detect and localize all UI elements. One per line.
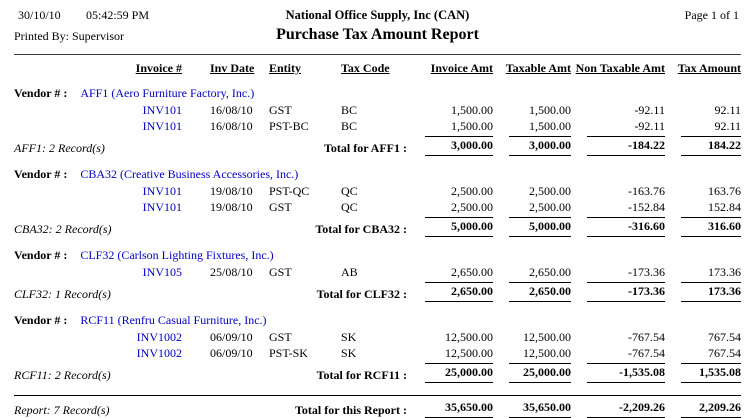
col-header-tax-amount: Tax Amount (677, 61, 741, 75)
tax-amount-cell: 173.36 (708, 265, 741, 279)
group-total-label: Total for CLF32 : (316, 287, 407, 301)
report-total-invoice-amt: 35,650.00 (425, 399, 493, 418)
group-total-non-taxable-amt: -1,535.08 (587, 363, 665, 383)
group-total-taxable-amt: 5,000.00 (509, 217, 571, 237)
invoice-row (14, 329, 741, 345)
entity-cell: GST (269, 200, 292, 214)
col-header-tax-code: Tax Code (341, 61, 390, 75)
invoice-row (14, 199, 741, 215)
non-taxable-amt-cell: -767.54 (628, 346, 665, 360)
group-total-row (14, 280, 741, 302)
group-total-invoice-amt: 3,000.00 (425, 136, 493, 156)
tax-amount-cell: 163.76 (708, 184, 741, 198)
group-total-row (14, 361, 741, 383)
vendor-link[interactable]: CBA32 (Creative Business Accessories, Inc.) (80, 167, 299, 181)
company-name: National Office Supply, Inc (CAN) (285, 8, 470, 22)
taxable-amt-cell: 2,500.00 (529, 200, 571, 214)
group-total-label: Total for AFF1 : (324, 141, 407, 155)
invoice-link[interactable]: INV1002 (136, 346, 182, 360)
report-total-taxable-amt: 35,650.00 (509, 399, 571, 418)
inv-date-cell: 25/08/10 (210, 265, 253, 279)
tax-amount-cell: 92.11 (714, 103, 741, 117)
group-total-non-taxable-amt: -184.22 (587, 136, 665, 156)
taxable-amt-cell: 1,500.00 (529, 103, 571, 117)
taxable-amt-cell: 12,500.00 (523, 346, 571, 360)
taxable-amt-cell: 1,500.00 (529, 119, 571, 133)
group-record-count: RCF11: 2 Record(s) (14, 368, 111, 382)
group-total-tax-amount: 184.22 (681, 136, 741, 156)
non-taxable-amt-cell: -92.11 (634, 119, 665, 133)
group-total-row (14, 215, 741, 237)
vendor-label: Vendor # : (14, 167, 68, 181)
group-total-non-taxable-amt: -316.60 (587, 217, 665, 237)
entity-cell: GST (269, 103, 292, 117)
inv-date-cell: 19/08/10 (210, 200, 253, 214)
vendor-row (14, 80, 741, 102)
inv-date-cell: 06/09/10 (210, 330, 253, 344)
invoice-row (14, 345, 741, 361)
tax-amount-cell: 767.54 (708, 330, 741, 344)
vendor-row (14, 307, 741, 329)
report-total-non-taxable-amt: -2,209.26 (587, 399, 665, 418)
invoice-amt-cell: 1,500.00 (451, 103, 493, 117)
col-header-non-taxable-amt: Non Taxable Amt (575, 61, 665, 75)
inv-date-cell: 06/09/10 (210, 346, 253, 360)
column-header-row (14, 61, 741, 80)
vendor-label: Vendor # : (14, 313, 68, 327)
invoice-link[interactable]: INV1002 (136, 330, 182, 344)
entity-cell: GST (269, 330, 292, 344)
header-divider (14, 54, 741, 55)
report-table (14, 61, 741, 418)
group-total-non-taxable-amt: -173.36 (587, 282, 665, 302)
col-header-invoice-amt: Invoice Amt (430, 61, 493, 75)
report-total-label: Total for this Report : (182, 395, 409, 418)
group-total-label: Total for RCF11 : (316, 368, 407, 382)
page-indicator: Page 1 of 1 (684, 8, 739, 22)
vendor-row (14, 242, 741, 264)
invoice-link[interactable]: INV101 (142, 200, 182, 214)
group-total-tax-amount: 316.60 (681, 217, 741, 237)
col-header-taxable-amt: Taxable Amt (505, 61, 571, 75)
invoice-amt-cell: 12,500.00 (445, 346, 493, 360)
group-total-label: Total for CBA32 : (315, 222, 407, 236)
non-taxable-amt-cell: -92.11 (634, 103, 665, 117)
col-header-entity: Entity (269, 61, 302, 75)
group-total-taxable-amt: 3,000.00 (509, 136, 571, 156)
entity-cell: GST (269, 265, 292, 279)
invoice-link[interactable]: INV101 (142, 184, 182, 198)
print-date: 30/10/10 (18, 8, 61, 22)
vendor-label: Vendor # : (14, 86, 68, 100)
taxable-amt-cell: 12,500.00 (523, 330, 571, 344)
tax-code-cell: AB (341, 265, 358, 279)
vendor-label: Vendor # : (14, 248, 68, 262)
tax-code-cell: SK (341, 346, 357, 360)
non-taxable-amt-cell: -152.84 (628, 200, 665, 214)
invoice-amt-cell: 12,500.00 (445, 330, 493, 344)
group-total-taxable-amt: 2,650.00 (509, 282, 571, 302)
group-total-tax-amount: 1,535.08 (681, 363, 741, 383)
inv-date-cell: 16/08/10 (210, 103, 253, 117)
taxable-amt-cell: 2,500.00 (529, 184, 571, 198)
tax-code-cell: BC (341, 103, 358, 117)
invoice-row (14, 183, 741, 199)
vendor-row (14, 161, 741, 183)
group-total-taxable-amt: 25,000.00 (509, 363, 571, 383)
col-header-inv-date: Inv Date (210, 61, 255, 75)
group-total-invoice-amt: 5,000.00 (425, 217, 493, 237)
invoice-amt-cell: 1,500.00 (451, 119, 493, 133)
report-header-line1 (14, 8, 741, 25)
tax-amount-cell: 92.11 (714, 119, 741, 133)
tax-code-cell: SK (341, 330, 357, 344)
group-total-invoice-amt: 2,650.00 (425, 282, 493, 302)
entity-cell: PST-BC (269, 119, 309, 133)
inv-date-cell: 19/08/10 (210, 184, 253, 198)
tax-code-cell: QC (341, 184, 358, 198)
invoice-link[interactable]: INV101 (142, 119, 182, 133)
invoice-amt-cell: 2,500.00 (451, 184, 493, 198)
inv-date-cell: 16/08/10 (210, 119, 253, 133)
tax-amount-cell: 767.54 (708, 346, 741, 360)
group-record-count: CBA32: 2 Record(s) (14, 222, 112, 236)
invoice-row (14, 264, 741, 280)
invoice-link[interactable]: INV101 (142, 103, 182, 117)
group-total-invoice-amt: 25,000.00 (425, 363, 493, 383)
group-total-row (14, 134, 741, 156)
invoice-amt-cell: 2,650.00 (451, 265, 493, 279)
printed-by: Printed By: Supervisor (14, 29, 124, 43)
invoice-row (14, 118, 741, 134)
taxable-amt-cell: 2,650.00 (529, 265, 571, 279)
print-time: 05:42:59 PM (86, 8, 150, 22)
non-taxable-amt-cell: -173.36 (628, 265, 665, 279)
group-record-count: AFF1: 2 Record(s) (14, 141, 105, 155)
non-taxable-amt-cell: -163.76 (628, 184, 665, 198)
invoice-link[interactable]: INV105 (142, 265, 182, 279)
report-header-line2 (14, 25, 741, 49)
report-total-tax-amount: 2,209.26 (681, 399, 741, 418)
invoice-amt-cell: 2,500.00 (451, 200, 493, 214)
report-total-row (14, 395, 741, 418)
vendor-link[interactable]: AFF1 (Aero Furniture Factory, Inc.) (80, 86, 255, 100)
non-taxable-amt-cell: -767.54 (628, 330, 665, 344)
entity-cell: PST-QC (269, 184, 310, 198)
vendor-link[interactable]: RCF11 (Renfru Casual Furniture, Inc.) (80, 313, 267, 327)
report-total-spacer (14, 383, 741, 395)
tax-code-cell: BC (341, 119, 358, 133)
vendor-link[interactable]: CLF32 (Carlson Lighting Fixtures, Inc.) (80, 248, 274, 262)
entity-cell: PST-SK (269, 346, 308, 360)
group-record-count: CLF32: 1 Record(s) (14, 287, 111, 301)
tax-amount-cell: 152.84 (708, 200, 741, 214)
group-total-tax-amount: 173.36 (681, 282, 741, 302)
report-title: Purchase Tax Amount Report (276, 26, 479, 43)
col-header-invoice: Invoice # (135, 61, 182, 75)
invoice-row (14, 102, 741, 118)
report-record-count: Report: 7 Record(s) (14, 395, 182, 418)
tax-code-cell: QC (341, 200, 358, 214)
